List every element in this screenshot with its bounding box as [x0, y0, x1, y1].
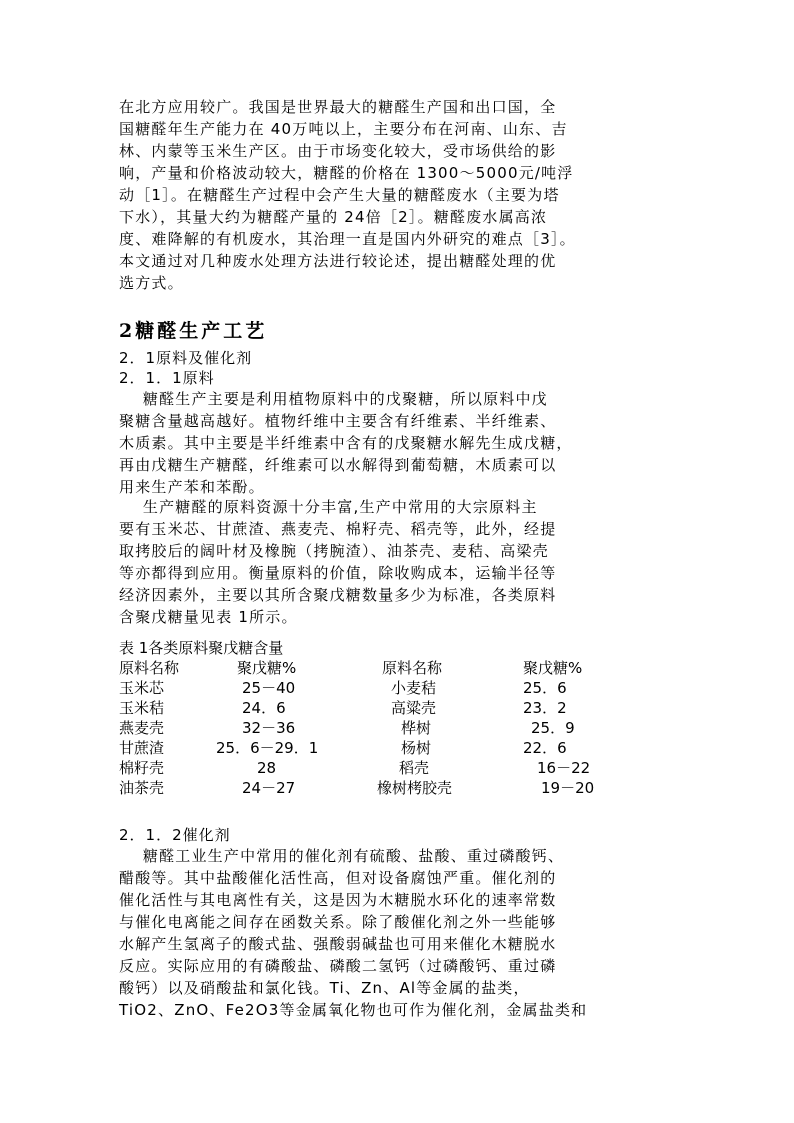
table-header: 聚戊糖%: [237, 659, 297, 677]
table-row: [119, 738, 639, 758]
text-line: 林、内蒙等玉米生产区。由于市场变化较大，受市场供给的影: [119, 142, 557, 160]
table-row: [119, 758, 639, 778]
table-row: [119, 698, 639, 718]
text-line: 糖醛生产主要是利用植物原料中的戊聚糖，所以原料中戊: [119, 390, 548, 408]
text-line: TiO2、ZnO、Fe2O3等金属氧化物也可作为催化剂，金属盐类和: [119, 1001, 588, 1019]
table-cell: 桦树: [401, 719, 432, 737]
subsection-title: 2．1．1原料: [119, 369, 215, 387]
table-row: [119, 778, 639, 798]
text-line: 经济因素外，主要以其所含聚戊糖数量多少为标准，各类原料: [119, 586, 557, 604]
text-line: 酸钙）以及硝酸盐和氯化钱。Ti、Zn、Al等金属的盐类，: [119, 979, 530, 997]
text-line: 反应。实际应用的有磷酸盐、磷酸二氢钙（过磷酸钙、重过磷: [119, 957, 557, 975]
pentosan-content-table: [119, 658, 639, 798]
table-caption: 表 1各类原料聚戊糖含量: [119, 639, 284, 657]
section-heading: 2糖醛生产工艺: [119, 320, 268, 342]
table-row: [119, 718, 639, 738]
table-cell: 小麦秸: [391, 679, 437, 697]
table-cell: 24－27: [242, 779, 296, 797]
text-line: 生产糖醛的原料资源十分丰富,生产中常用的大宗原料主: [119, 498, 538, 516]
table-cell: 油茶壳: [119, 779, 165, 797]
table-header-row: [119, 658, 639, 678]
table-header: 聚戊糖%: [523, 659, 583, 677]
text-line: 取拷胶后的阔叶材及橡腕（拷腕渣）、油茶壳、麦秸、高梁壳: [119, 542, 549, 560]
text-line: 等亦都得到应用。衡量原料的价值，除收购成本，运输半径等: [119, 564, 557, 582]
table-cell: 橡树栲胶壳: [377, 779, 453, 797]
text-line: 与催化电离能之间存在函数关系。除了酸催化剂之外一些能够: [119, 913, 557, 931]
text-line: 再由戊糖生产糖醛，纤维素可以水解得到葡萄糖，木质素可以: [119, 456, 557, 474]
text-line: 在北方应用较广。我国是世界最大的糖醛生产国和出口国，全: [119, 98, 557, 116]
table-cell: 高粱壳: [391, 699, 437, 717]
table-header: 原料名称: [119, 659, 180, 677]
table-header: 原料名称: [382, 659, 443, 677]
table-cell: 甘蔗渣: [119, 739, 165, 757]
table-cell: 杨树: [401, 739, 432, 757]
table-row: [119, 678, 639, 698]
text-line: 聚糖含量越高越好。植物纤维中主要含有纤维素、半纤维素、: [119, 412, 557, 430]
table-cell: 燕麦壳: [119, 719, 165, 737]
text-line: 催化活性与其电离性有关，这是因为木糖脱水环化的速率常数: [119, 891, 557, 909]
text-line: 响，产量和价格波动较大，糖醛的价格在 1300～5000元/吨浮: [119, 164, 574, 182]
table-cell: 22．6: [523, 739, 567, 757]
table-cell: 24．6: [242, 699, 286, 717]
text-line: 水解产生氢离子的酸式盐、强酸弱碱盐也可用来催化木糖脱水: [119, 935, 557, 953]
text-line: 用来生产苯和苯酚。: [119, 478, 265, 496]
table-cell: 25．6: [523, 679, 567, 697]
text-line: 要有玉米芯、甘蔗渣、燕麦壳、棉籽壳、稻壳等，此外，经提: [119, 520, 557, 538]
text-line: 醋酸等。其中盐酸催化活性高，但对设备腐蚀严重。催化剂的: [119, 869, 557, 887]
text-line: 选方式。: [119, 274, 184, 292]
text-line: 木质素。其中主要是半纤维素中含有的戊聚糖水解先生成戊糖，: [119, 434, 573, 452]
text-line: 动［1］。在糖醛生产过程中会产生大量的糖醛废水（主要为塔: [119, 186, 560, 204]
text-line: 国糖醛年生产能力在 40万吨以上，主要分布在河南、山东、吉: [119, 120, 568, 138]
text-line: 下水），其量大约为糖醛产量的 24倍［2］。糖醛废水属高浓: [119, 208, 548, 226]
subsection-title: 2．1原料及催化剂: [119, 349, 253, 367]
table-cell: 玉米秸: [119, 699, 165, 717]
table-cell: 25．9: [531, 719, 575, 737]
table-cell: 32－36: [242, 719, 296, 737]
text-line: 糖醛工业生产中常用的催化剂有硫酸、盐酸、重过磷酸钙、: [119, 847, 565, 865]
text-line: 含聚戊糖量见表 1所示。: [119, 608, 298, 626]
subsection-title: 2．1．2催化剂: [119, 826, 231, 844]
table-cell: 棉籽壳: [119, 759, 165, 777]
table-cell: 玉米芯: [119, 679, 165, 697]
table-cell: 稻壳: [399, 759, 430, 777]
table-cell: 19－20: [541, 779, 595, 797]
table-cell: 28: [257, 759, 277, 777]
table-cell: 25－40: [242, 679, 296, 697]
table-cell: 23．2: [523, 699, 567, 717]
table-cell: 25．6－29．1: [216, 739, 319, 757]
text-line: 度、难降解的有机废水，其治理一直是国内外研究的难点［3］。: [119, 230, 576, 248]
text-line: 本文通过对几种废水处理方法进行较论述，提出糖醛处理的优: [119, 252, 557, 270]
table-cell: 16－22: [537, 759, 591, 777]
